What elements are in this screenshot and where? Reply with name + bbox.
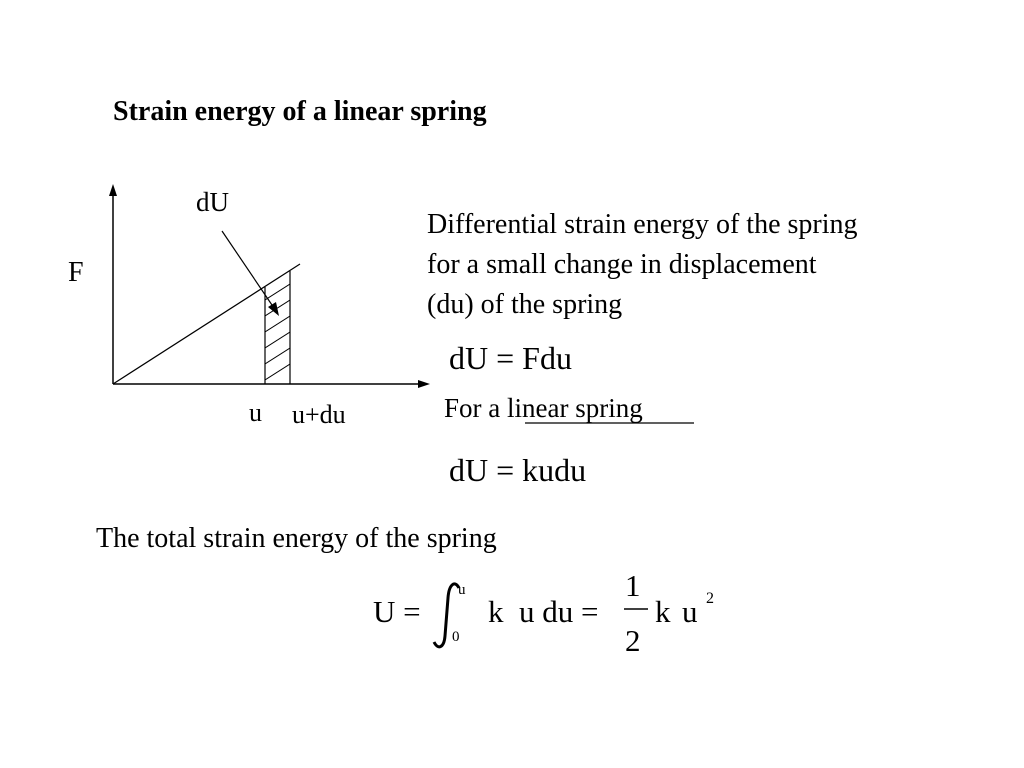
formula-k-result: k bbox=[655, 594, 671, 629]
dU-pointer-arrowhead bbox=[268, 302, 279, 316]
description-line: for a small change in displacement bbox=[427, 249, 817, 280]
equation-dU-Fdu: dU = Fdu bbox=[449, 340, 572, 376]
integral-upper-limit: u bbox=[458, 582, 466, 598]
description-line: (du) of the spring bbox=[427, 289, 623, 320]
fraction-numerator: 1 bbox=[625, 568, 641, 603]
differential-energy-description bbox=[427, 205, 987, 325]
total-energy-caption: The total strain energy of the spring bbox=[96, 523, 497, 554]
linear-spring-text: linear spring bbox=[507, 393, 643, 423]
description-line: Differential strain energy of the spring bbox=[427, 209, 858, 240]
strip-hatching bbox=[265, 268, 290, 380]
equation-dU-kudu: dU = kudu bbox=[449, 452, 587, 488]
fraction-denominator: 2 bbox=[625, 623, 641, 658]
for-a-text: For a bbox=[444, 393, 507, 423]
u-tick-label: u bbox=[249, 398, 262, 427]
dU-pointer-line bbox=[222, 231, 274, 308]
y-axis-arrowhead bbox=[109, 184, 117, 196]
dU-label: dU bbox=[196, 187, 229, 217]
force-axis-label: F bbox=[68, 257, 84, 288]
x-axis-arrowhead bbox=[418, 380, 430, 388]
slide-title: Strain energy of a linear spring bbox=[113, 96, 487, 127]
load-line bbox=[113, 264, 300, 384]
u-plus-du-tick-label: u+du bbox=[292, 400, 346, 429]
formula-lhs: U = bbox=[373, 594, 421, 629]
formula-integrand: u du = bbox=[519, 594, 599, 629]
integral-lower-limit: 0 bbox=[452, 629, 460, 645]
formula-exponent: 2 bbox=[706, 590, 714, 607]
formula-k: k bbox=[488, 594, 504, 629]
formula-u-result: u bbox=[682, 594, 698, 629]
linear-spring-caption bbox=[444, 395, 643, 422]
